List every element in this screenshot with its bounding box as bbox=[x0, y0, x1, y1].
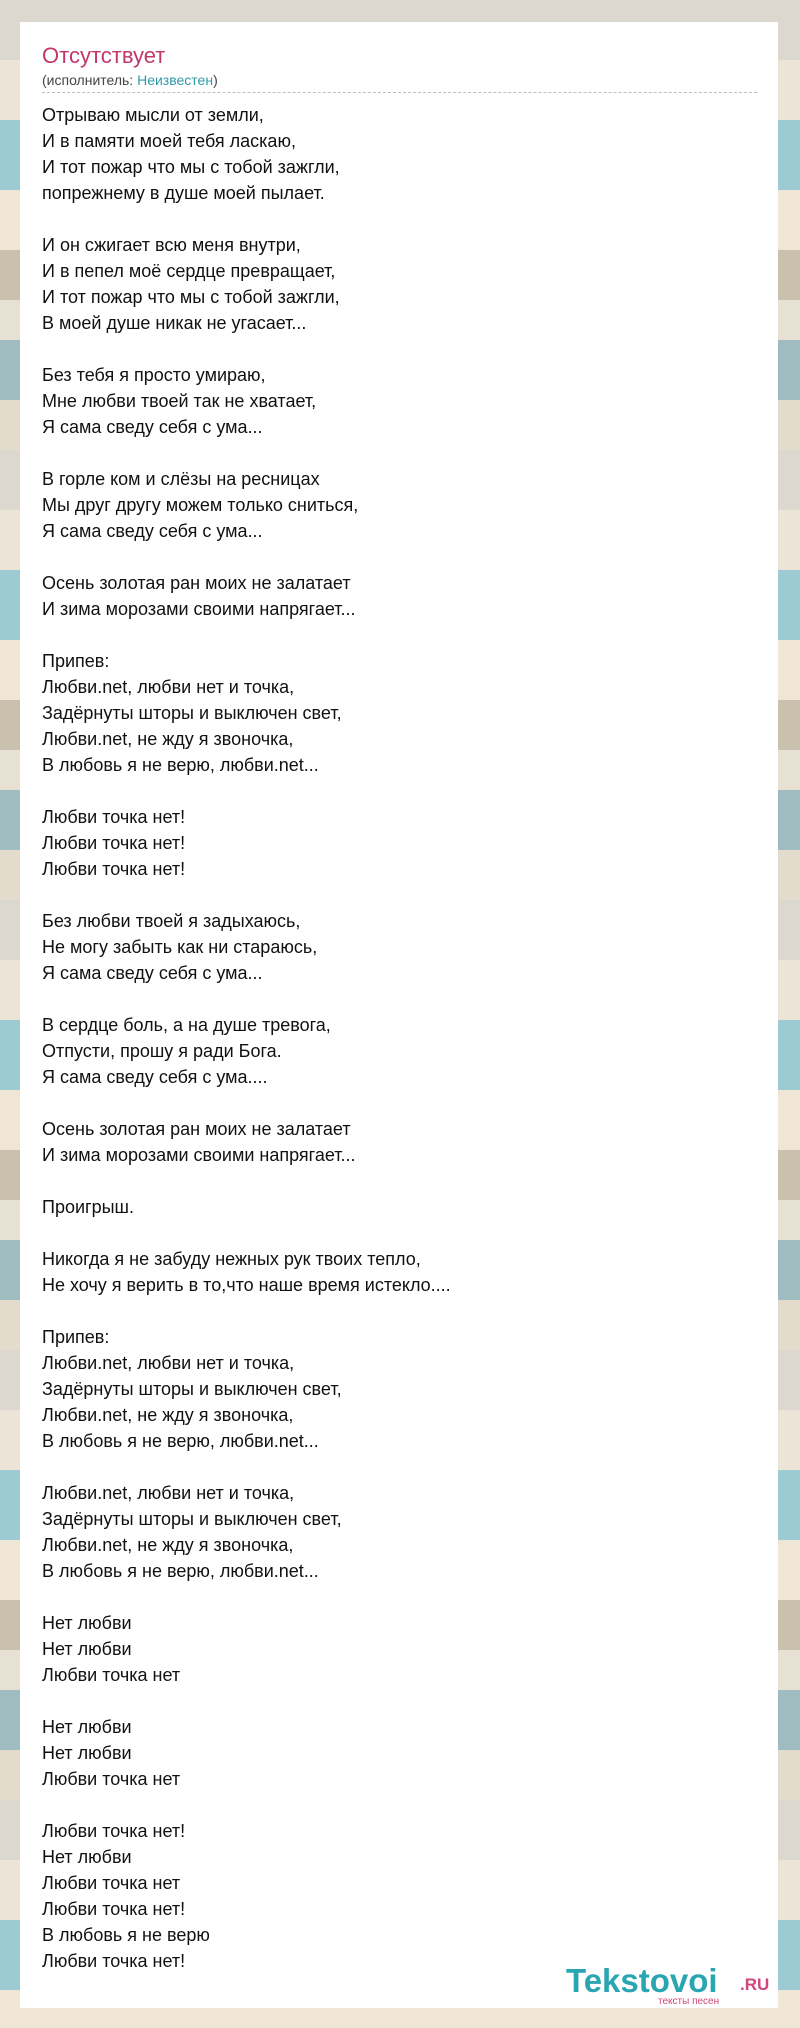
logo-tld: .RU bbox=[740, 1975, 770, 1994]
logo-tagline: тексты песен bbox=[658, 1996, 720, 2007]
artist-suffix: ) bbox=[213, 72, 218, 88]
song-title: Отсутствует bbox=[42, 43, 166, 68]
lyrics-text: Отрываю мысли от земли, И в памяти моей тебя ласкаю, И тот пожар что мы с тобой зажгли, попрежнему в душе моей пылает. И он сжигает всю меня внутри, И в пепел моё сердце превращает, И тот пожар что мы с тобой зажгли, В моей душе никак не угасает... Без тебя я просто умираю, Мне любви твоей так не хватает, Я сама сведу себя с ума... В горле ком и слёзы на ресницах Мы друг другу можем только сниться, Я сама сведу себя с ума... Осень золотая ран моих не залатает И зима морозами своими напрягает... Припев: Любви.net, любви нет и точка, Задёрнуты шторы и выключен свет, Любви.net, не жду я звоночка, В любовь я не верю, любви.net... Любви точка нет! Любви точка нет! Любви точка нет! Без любви твоей я задыхаюсь, Не могу забыть как ни стараюсь, Я сама сведу себя с ума... В сердце боль, а на душе тревога, Отпусти, прошу я ради Бога. Я сама сведу себя с ума.... Осень золотая ран моих не залатает И зима морозами своими напрягает... Проигрыш. Никогда я не забуду нежных рук твоих тепло, Не хочу я верить в то,что наше время истекло.... Припев: Любви.net, любви нет и точка, Задёрнуты шторы и выключен свет, Любви.net, не жду я звоночка, В любовь я не верю, любви.net... Любви.net, любви нет и точка, Задёрнуты шторы и выключен свет, Любви.net, не жду я звоночка, В любовь я не верю, любви.net... Нет любви Нет любви Любви точка нет Нет любви Нет любви Любви точка нет Любви точка нет! Нет любви Любви точка нет Любви точка нет! В любовь я не верю Любви точка нет! bbox=[42, 105, 451, 1971]
artist-prefix: (исполнитель: bbox=[42, 72, 138, 88]
artist-line bbox=[42, 72, 757, 93]
logo-name: Tekstovoi bbox=[566, 1962, 718, 1999]
site-logo[interactable] bbox=[566, 1962, 772, 2008]
artist-link[interactable]: Неизвестен bbox=[137, 72, 214, 88]
lyrics-card bbox=[20, 22, 778, 2008]
